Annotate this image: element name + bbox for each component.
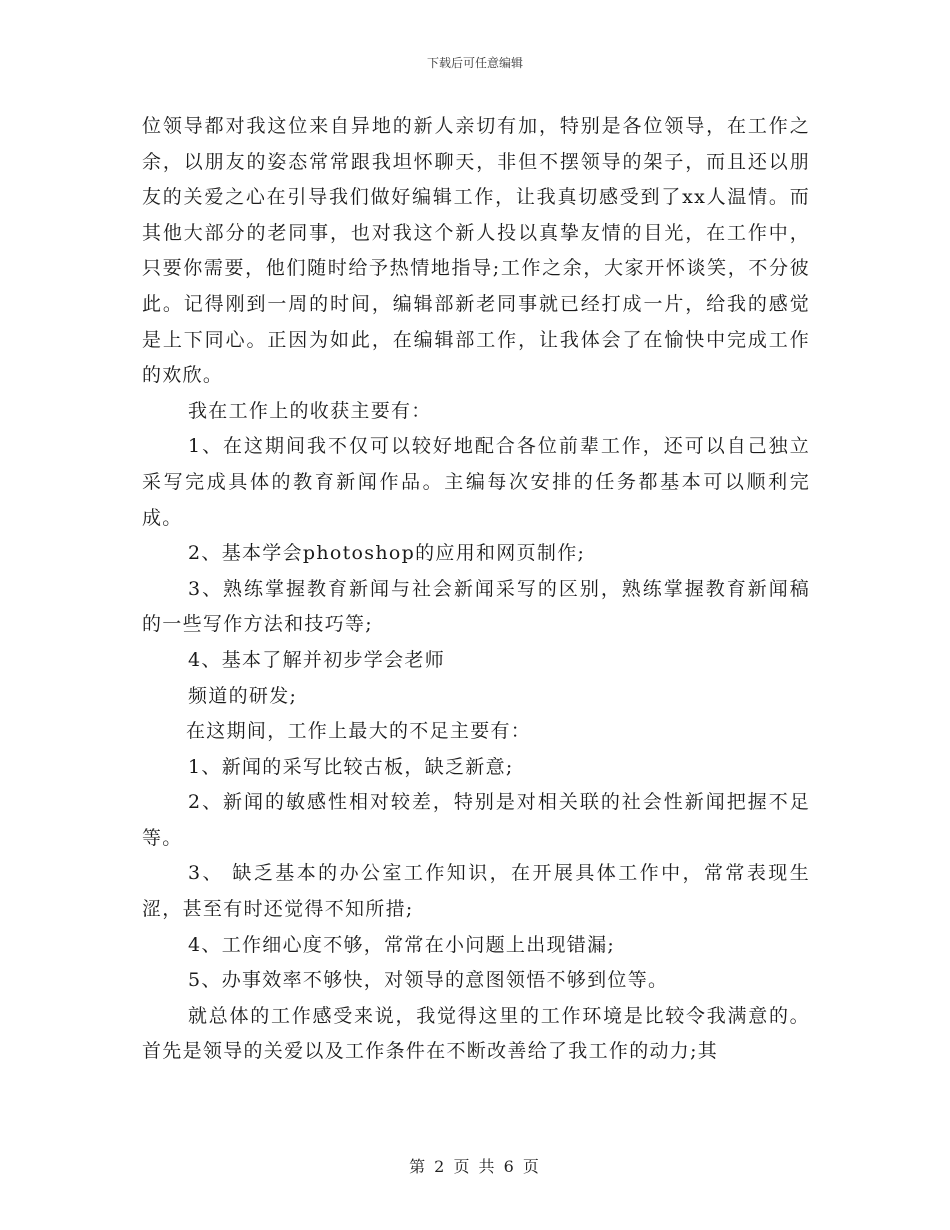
document-body [142,109,810,1070]
paragraph-shortcoming-5: 5、办事效率不够快，对领导的意图领悟不够到位等。 [188,969,669,992]
paragraph-gain-4-cont: 频道的研发; [188,684,298,707]
paragraph-gain-2: 2、基本学会photoshop的应用和网页制作; [188,542,586,565]
paragraph-gain-4: 4、基本了解并初步学会老师 [188,648,445,671]
paragraph-shortcomings-heading: 在这期间，工作上最大的不足主要有： [186,720,532,743]
paragraph-gain-1: 1、在这期间我不仅可以较好地配合各位前辈工作，还可以自己独立采写完成具体的教育新闻作品。主编每次安排的任务都基本可以顺利完成。 [142,435,810,529]
paragraph-overall-feeling: 就总体的工作感受来说，我觉得这里的工作环境是比较令我满意的。首先是领导的关爱以及工作条件在不断改善给了我工作的动力;其 [142,1004,810,1063]
paragraph-gain-3: 3、熟练掌握教育新闻与社会新闻采写的区别，熟练掌握教育新闻稿的一些写作方法和技巧等; [142,577,810,636]
paragraph-gains-heading: 我在工作上的收获主要有： [188,399,432,422]
page-header: 下载后可任意编辑 [426,56,523,70]
paragraph-continuation: 位领导都对我这位来自异地的新人亲切有加，特别是各位领导，在工作之余，以朋友的姿态常常跟我坦怀聊天，非但不摆领导的架子，而且还以朋友的关爱之心在引导我们做好编辑工作，让我真切感受到了xx人温情。而其他大部分的老同事，也对我这个新人投以真挚友情的目光，在工作中，只要你需要，他们随时给予热情地指导;工作之余，大家开怀谈笑，不分彼此。记得刚到一周的时间，编辑部新老同事就已经打成一片，给我的感觉是上下同心。正因为如此，在编辑部工作，让我体会了在愉快中完成工作的欢欣。 [142,115,810,387]
page-footer: 第 2 页 共 6 页 [409,1157,541,1176]
paragraph-shortcoming-3: 3、 缺乏基本的办公室工作知识，在开展具体工作中，常常表现生涩，甚至有时还觉得不知所措; [142,862,810,921]
paragraph-shortcoming-1: 1、新闻的采写比较古板，缺乏新意; [188,755,514,778]
paragraph-shortcoming-4: 4、工作细心度不够，常常在小问题上出现错漏; [188,933,616,956]
paragraph-shortcoming-2: 2、新闻的敏感性相对较差，特别是对相关联的社会性新闻把握不足等。 [142,791,810,849]
